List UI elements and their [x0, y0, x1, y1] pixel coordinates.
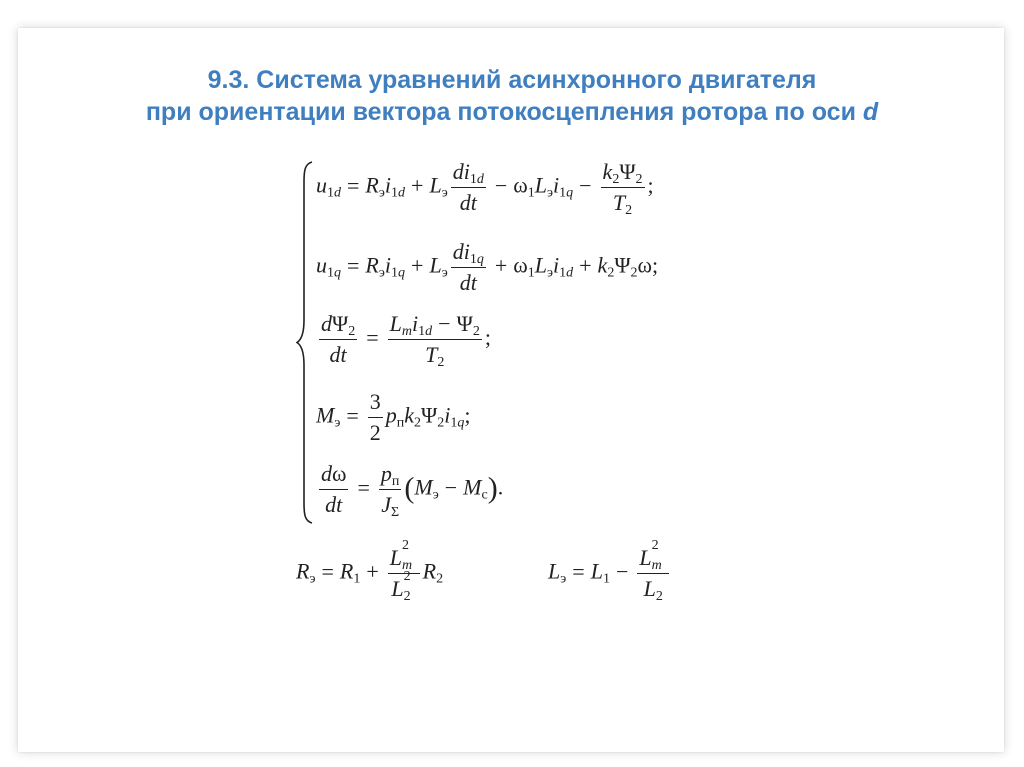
equation-dpsi2-dt: $\frac{d\Psi_2}{dt}$ = $\frac{L_mi_{1d} - \Psi_2}{T_2}$ ;	[321, 311, 491, 370]
equation-u1d: $u_{1d} = R_эi_{1d} + L_э$ $\frac{di_{1d}}{dt}$ − $\omega_1L_эi_{1q}$ − $\frac{k_2\Psi_2}{T_2}$ ;	[316, 159, 654, 218]
equation-u1q: $u_{1q} = R_эi_{1q} + L_э$ $\frac{di_{1q}}{dt}$ + $\omega_1L_эi_{1d} + k_2\Psi_2\omega$;	[316, 239, 659, 295]
fraction-Lm2-L2: Lm 2 $L_2$	[637, 546, 669, 601]
equation-domega-dt: $\frac{d\omega}{dt}$ = $\frac{p_п}{J_\Sigma}$ $(M_э - M_с)$.	[321, 461, 504, 520]
fraction-di1q-dt: $\frac{di_{1q}}{dt}$	[452, 239, 484, 295]
fraction-Lm2-L22: Lm 2 L2 2	[388, 546, 420, 601]
system-brace	[296, 160, 314, 525]
equation-torque: $M_э$ = $\frac{3}{2}$ $p_пk_2\Psi_2i_{1q}$;	[316, 389, 471, 445]
definition-Re: $R_э = R_1$ + Lm 2 L2 2 $R_2$	[296, 538, 444, 604]
fraction-domega-dt: $\frac{d\omega}{dt}$	[321, 461, 347, 517]
fraction-k2psi2-T2: $\frac{k_2\Psi_2}{T_2}$	[602, 159, 643, 218]
fraction-di1d-dt: $\frac{di_{1d}}{dt}$	[452, 159, 484, 215]
fraction-3-2: $\frac{3}{2}$	[369, 389, 381, 445]
slide-title	[0, 64, 1024, 128]
fraction-pp-Jsigma: $\frac{p_п}{J_\Sigma}$	[380, 461, 400, 520]
definition-Le: $L_э = L_1$ − Lm 2 $L_2$	[548, 546, 672, 601]
fraction-dpsi2-dt: $\frac{d\Psi_2}{dt}$	[321, 311, 356, 367]
title-line-2: при ориентации вектора потокосцепления ротора по оси d	[145, 98, 879, 126]
title-line-1: 9.3. Система уравнений асинхронного двигателя	[207, 66, 817, 94]
slide-frame	[18, 28, 1004, 752]
fraction-flux-T2: $\frac{L_mi_{1d} - \Psi_2}{T_2}$	[389, 311, 480, 370]
